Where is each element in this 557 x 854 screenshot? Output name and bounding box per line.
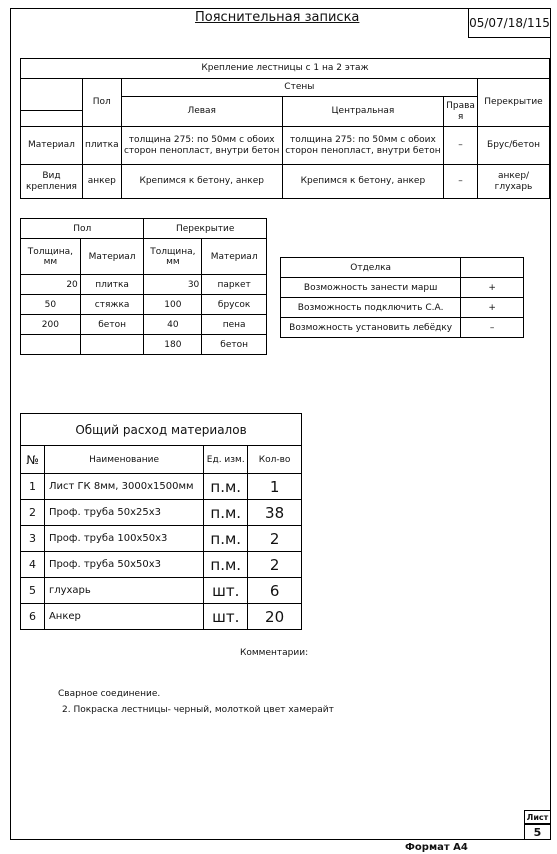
col-right: Права я bbox=[444, 97, 478, 127]
ceiling-thickness: 40 bbox=[144, 315, 202, 335]
finishing-header: Отделка bbox=[281, 258, 461, 278]
finishing-label: Возможность подключить С.А. bbox=[281, 298, 461, 318]
stairs-fastening-table bbox=[20, 58, 550, 199]
paper-format: Формат А4 bbox=[405, 842, 468, 853]
col-center: Центральная bbox=[282, 97, 443, 127]
col-name: Наименование bbox=[44, 446, 203, 474]
ceiling-thickness: 30 bbox=[144, 275, 202, 295]
cell-floor: плитка bbox=[82, 127, 121, 165]
materials-table bbox=[20, 413, 302, 630]
row-unit: п.м. bbox=[204, 474, 248, 500]
col-unit: Ед. изм. bbox=[204, 446, 248, 474]
cell-center: толщина 275: по 50мм с обоих сторон пенопласт, внутри бетон bbox=[282, 127, 443, 165]
material-header: Материал bbox=[80, 239, 144, 275]
cell-ceiling: Брус/бетон bbox=[478, 127, 550, 165]
ceiling-material: бетон bbox=[202, 335, 267, 355]
cell-right: – bbox=[444, 127, 478, 165]
cell-floor: анкер bbox=[82, 165, 121, 199]
row-unit: п.м. bbox=[204, 500, 248, 526]
empty-cell bbox=[21, 111, 83, 127]
row-qty: 1 bbox=[248, 474, 302, 500]
col-left: Левая bbox=[121, 97, 282, 127]
document-number: 05/07/18/115 bbox=[468, 8, 551, 38]
cell-ceiling: анкер/глухарь bbox=[478, 165, 550, 199]
comment-line: Сварное соединение. bbox=[58, 689, 161, 699]
finishing-table bbox=[280, 257, 524, 338]
row-name: Проф. труба 100х50х3 bbox=[44, 526, 203, 552]
cell-left: Крепимся к бетону, анкер bbox=[121, 165, 282, 199]
row-qty: 20 bbox=[248, 604, 302, 630]
stairs-table-caption: Крепление лестницы с 1 на 2 этаж bbox=[21, 59, 550, 79]
floor-material bbox=[80, 335, 144, 355]
comments-label: Комментарии: bbox=[240, 648, 309, 658]
thickness-header: Толщина, мм bbox=[21, 239, 81, 275]
floor-material: бетон bbox=[80, 315, 144, 335]
row-name: Проф. труба 50х25х3 bbox=[44, 500, 203, 526]
floor-material: стяжка bbox=[80, 295, 144, 315]
floor-thickness: 20 bbox=[21, 275, 81, 295]
row-name: глухарь bbox=[44, 578, 203, 604]
comment-line: 2. Покраска лестницы- черный, молоткой цвет хамерайт bbox=[62, 705, 334, 715]
row-label: Материал bbox=[21, 127, 83, 165]
ceiling-material: брусок bbox=[202, 295, 267, 315]
row-unit: п.м. bbox=[204, 526, 248, 552]
col-walls: Стены bbox=[121, 79, 477, 97]
material-header: Материал bbox=[202, 239, 267, 275]
col-floor: Пол bbox=[82, 79, 121, 127]
col-qty: Кол-во bbox=[248, 446, 302, 474]
empty-cell bbox=[461, 258, 524, 278]
sheet-number: 5 bbox=[524, 824, 551, 840]
ceiling-header: Перекрытие bbox=[144, 219, 267, 239]
materials-caption: Общий расход материалов bbox=[21, 414, 302, 446]
floor-thickness bbox=[21, 335, 81, 355]
row-name: Лист ГК 8мм, 3000х1500мм bbox=[44, 474, 203, 500]
row-no: 2 bbox=[21, 500, 45, 526]
row-unit: шт. bbox=[204, 604, 248, 630]
row-qty: 2 bbox=[248, 552, 302, 578]
finishing-value: + bbox=[461, 278, 524, 298]
ceiling-material: паркет bbox=[202, 275, 267, 295]
row-no: 1 bbox=[21, 474, 45, 500]
floor-thickness: 200 bbox=[21, 315, 81, 335]
row-unit: п.м. bbox=[204, 552, 248, 578]
row-label: Вид крепления bbox=[21, 165, 83, 199]
sheet-label: Лист bbox=[524, 810, 551, 824]
row-name: Анкер bbox=[44, 604, 203, 630]
floor-material: плитка bbox=[80, 275, 144, 295]
cell-right: – bbox=[444, 165, 478, 199]
row-qty: 38 bbox=[248, 500, 302, 526]
finishing-label: Возможность установить лебёдку bbox=[281, 318, 461, 338]
row-unit: шт. bbox=[204, 578, 248, 604]
row-qty: 2 bbox=[248, 526, 302, 552]
row-no: 6 bbox=[21, 604, 45, 630]
row-name: Проф. труба 50х50х3 bbox=[44, 552, 203, 578]
finishing-label: Возможность занести марш bbox=[281, 278, 461, 298]
page-title: Пояснительная записка bbox=[195, 10, 360, 25]
thickness-header: Толщина, мм bbox=[144, 239, 202, 275]
cell-center: Крепимся к бетону, анкер bbox=[282, 165, 443, 199]
floor-ceiling-table bbox=[20, 218, 267, 355]
row-qty: 6 bbox=[248, 578, 302, 604]
floor-thickness: 50 bbox=[21, 295, 81, 315]
ceiling-thickness: 100 bbox=[144, 295, 202, 315]
floor-header: Пол bbox=[21, 219, 144, 239]
col-ceiling: Перекрытие bbox=[478, 79, 550, 127]
col-no: № bbox=[21, 446, 45, 474]
empty-cell bbox=[21, 79, 83, 111]
finishing-value: + bbox=[461, 298, 524, 318]
ceiling-thickness: 180 bbox=[144, 335, 202, 355]
ceiling-material: пена bbox=[202, 315, 267, 335]
row-no: 4 bbox=[21, 552, 45, 578]
cell-left: толщина 275: по 50мм с обоих сторон пенопласт, внутри бетон bbox=[121, 127, 282, 165]
row-no: 3 bbox=[21, 526, 45, 552]
row-no: 5 bbox=[21, 578, 45, 604]
finishing-value: – bbox=[461, 318, 524, 338]
